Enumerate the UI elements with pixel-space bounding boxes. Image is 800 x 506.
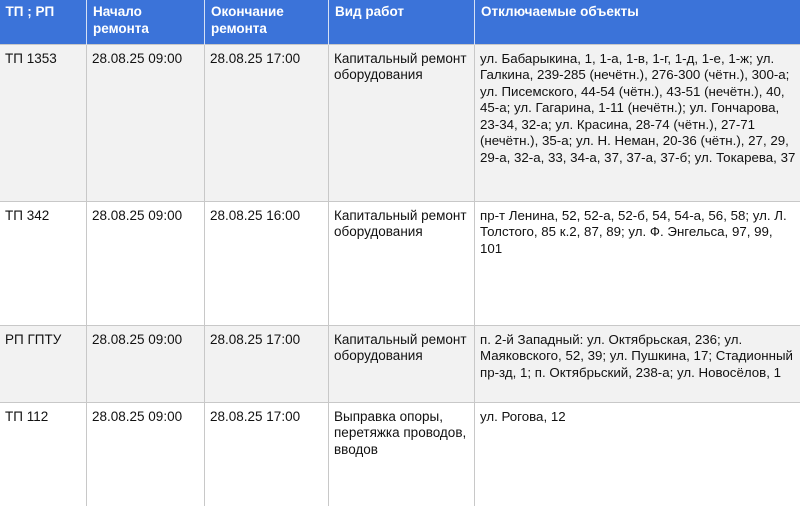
table-header-row (0, 0, 800, 44)
cell-work: Капитальный ремонт оборудования (329, 44, 475, 201)
cell-end: 28.08.25 17:00 (205, 44, 329, 201)
cell-tp: ТП 1353 (0, 44, 87, 201)
cell-objects: ул. Бабарыкина, 1, 1-а, 1-в, 1-г, 1-д, 1-е, 1-ж; ул. Галкина, 239-285 (нечётн.), 276-300 (чётн.), 300-а; ул. Писемского, 44-54 (чётн.), 43-51 (нечётн.), 40, 45-а; ул. Гагарина, 1-11 (нечётн.); ул. Гончарова, 23-34, 32-а; ул. Красина, 28-74 (чётн.), 27-71 (нечётн.), 35-а; ул. Н. Неман, 20-36 (чётн.), 27, 29, 29-а, 32-а, 33, 34-а, 37, 37-а, 37-б; ул. Токарева, 37 (475, 44, 800, 201)
table-row (0, 201, 800, 325)
cell-end: 28.08.25 17:00 (205, 325, 329, 402)
cell-start: 28.08.25 09:00 (87, 402, 205, 506)
cell-start: 28.08.25 09:00 (87, 201, 205, 325)
cell-start: 28.08.25 09:00 (87, 325, 205, 402)
cell-start: 28.08.25 09:00 (87, 44, 205, 201)
cell-work: Выправка опоры, перетяжка проводов, вводов (329, 402, 475, 506)
cell-objects: п. 2-й Западный: ул. Октябрьская, 236; ул. Маяковского, 52, 39; ул. Пушкина, 17; Стадионный пр-зд, 1; п. Октябрьский, 238-а; ул. Новосёлов, 1 (475, 325, 800, 402)
cell-objects: пр-т Ленина, 52, 52-а, 52-б, 54, 54-а, 56, 58; ул. Л. Толстого, 85 к.2, 87, 89; ул. Ф. Энгельса, 97, 99, 101 (475, 201, 800, 325)
header-start: Начало ремонта (87, 0, 205, 44)
table-row (0, 402, 800, 506)
header-end: Окончание ремонта (205, 0, 329, 44)
cell-tp: РП ГПТУ (0, 325, 87, 402)
cell-tp: ТП 342 (0, 201, 87, 325)
cell-work: Капитальный ремонт оборудования (329, 201, 475, 325)
header-tp-rp: ТП ; РП (0, 0, 87, 44)
cell-work: Капитальный ремонт оборудования (329, 325, 475, 402)
cell-objects: ул. Рогова, 12 (475, 402, 800, 506)
table-row (0, 325, 800, 402)
cell-end: 28.08.25 16:00 (205, 201, 329, 325)
header-work-type: Вид работ (329, 0, 475, 44)
header-disconnected-objects: Отключаемые объекты (475, 0, 800, 44)
cell-tp: ТП 112 (0, 402, 87, 506)
cell-end: 28.08.25 17:00 (205, 402, 329, 506)
table-row (0, 44, 800, 201)
